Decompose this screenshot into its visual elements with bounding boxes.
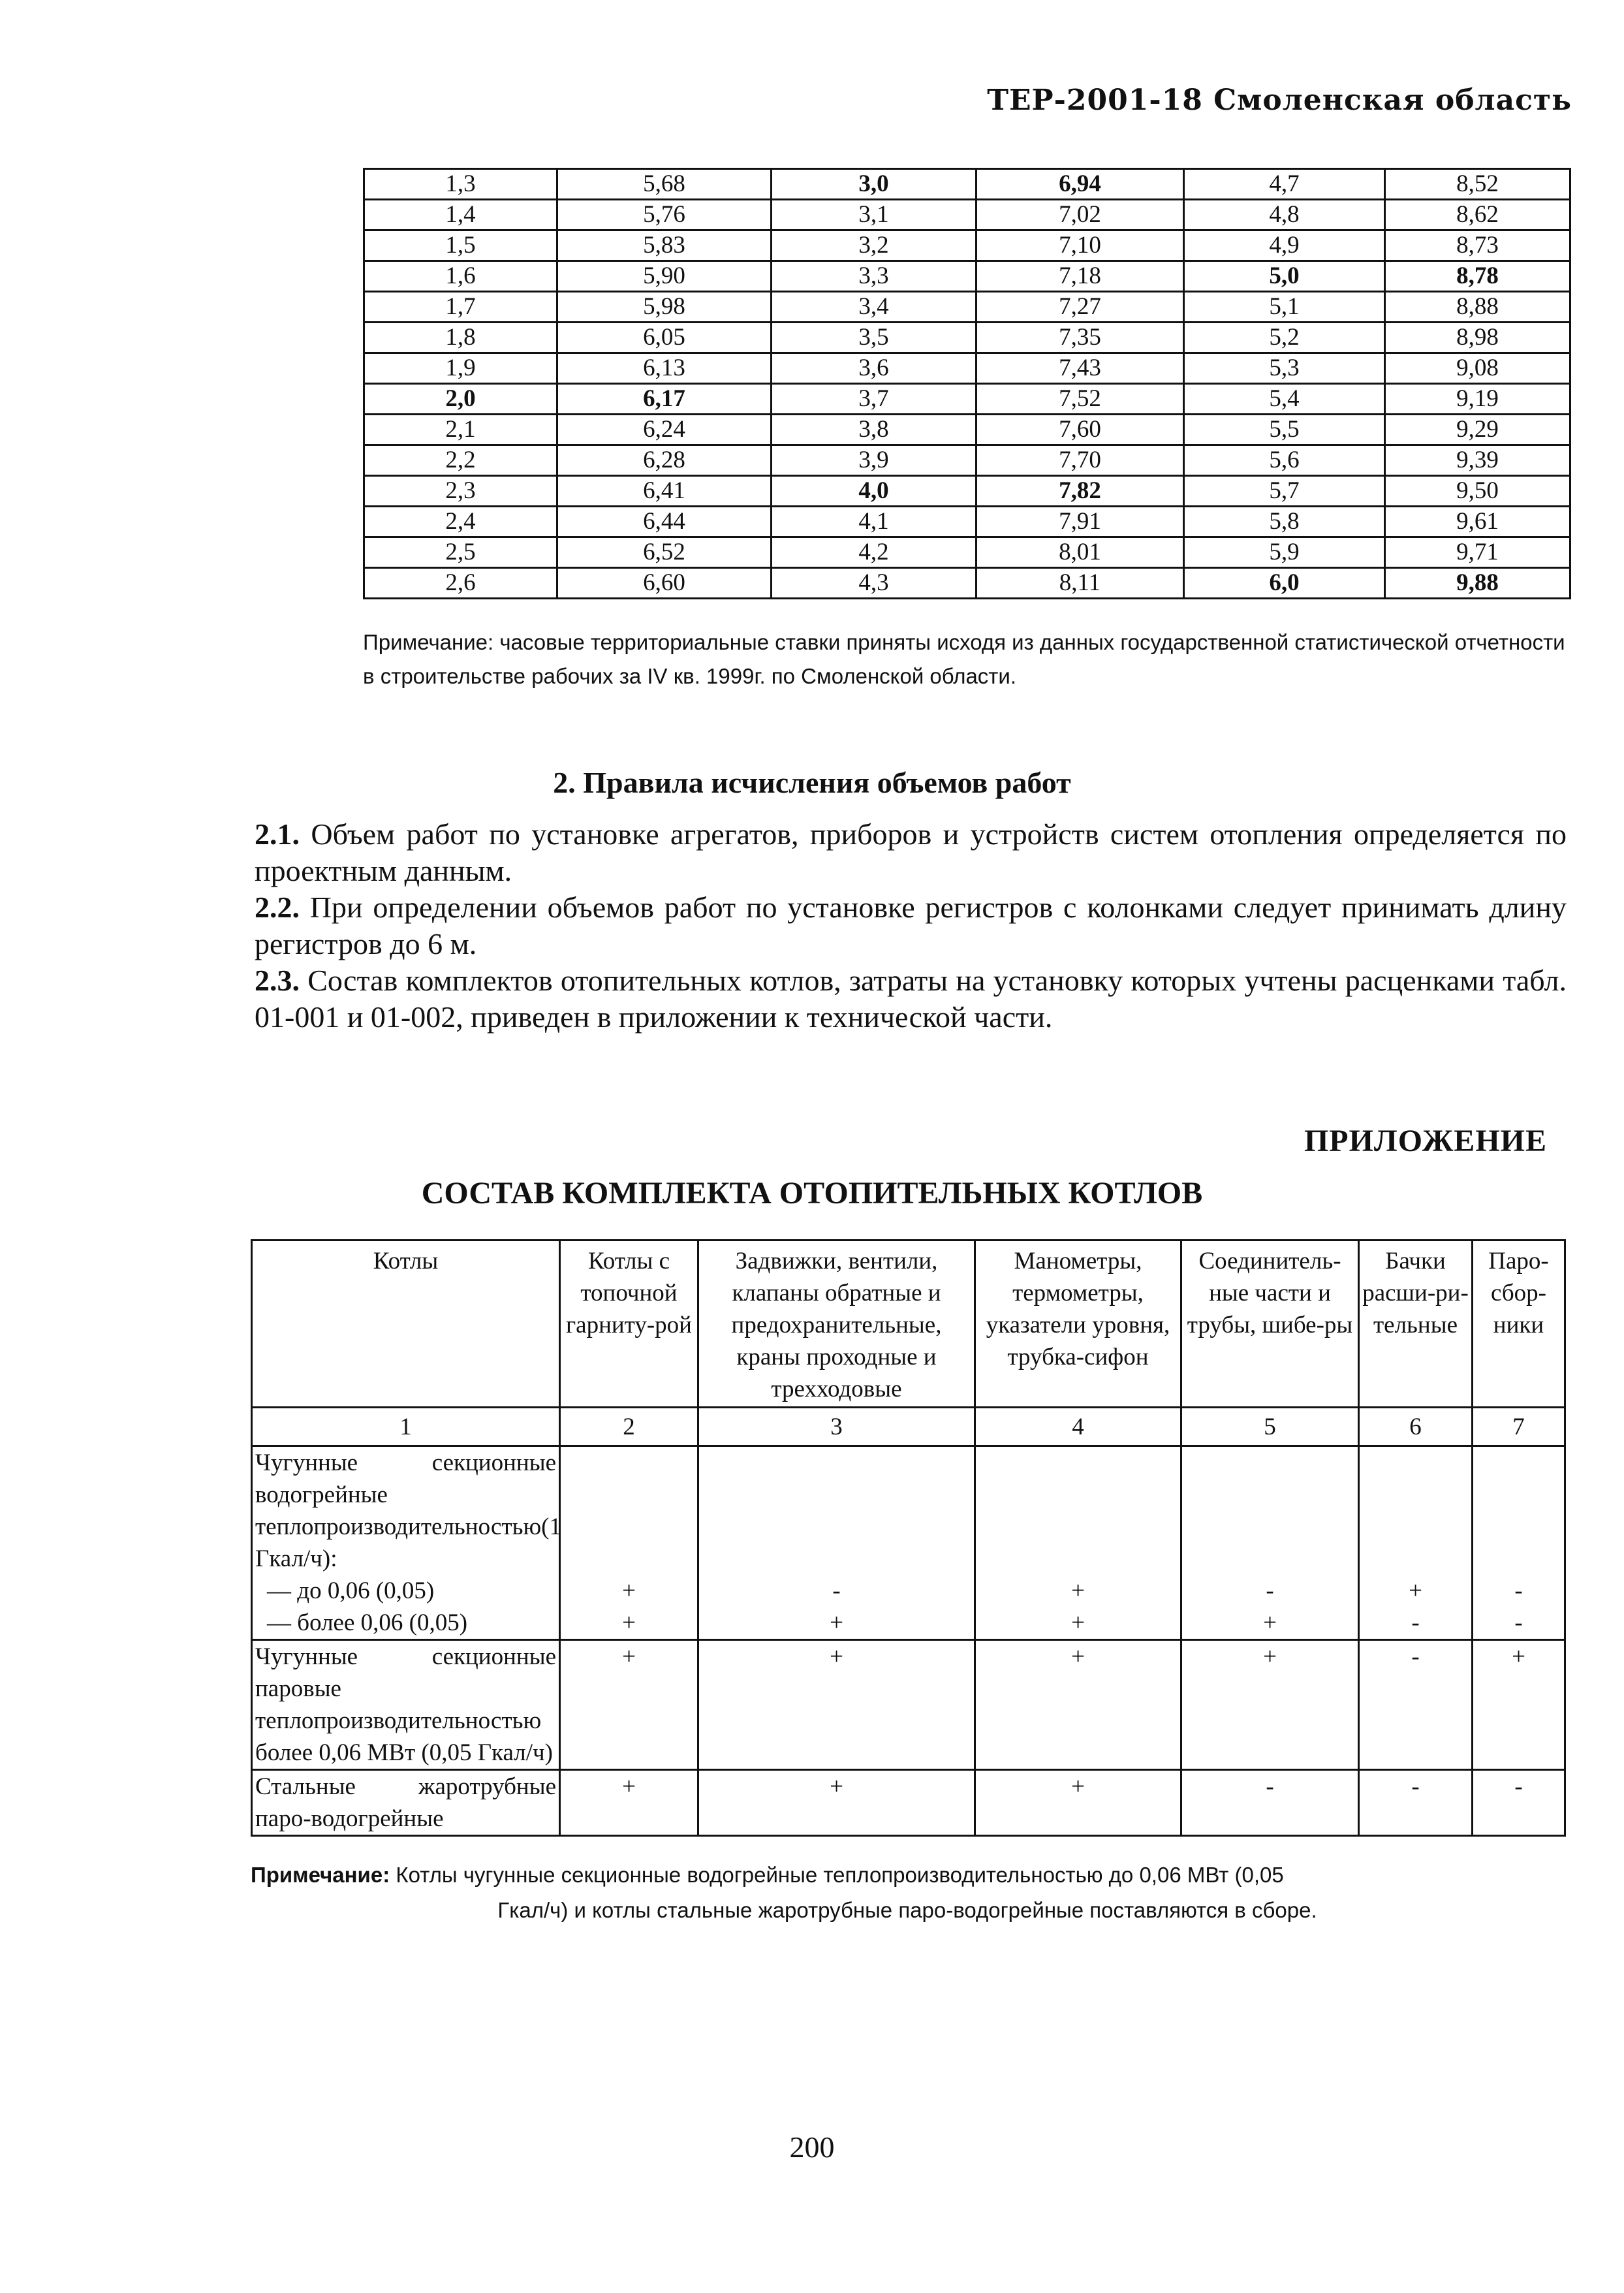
table-cell: 4,3 xyxy=(772,568,976,599)
table-cell: 5,3 xyxy=(1184,353,1385,384)
table-cell: 7,91 xyxy=(976,507,1184,537)
col-header-boilers: Котлы xyxy=(252,1241,560,1408)
table-cell: 3,6 xyxy=(772,353,976,384)
boiler-kit-table xyxy=(251,1239,1566,1837)
table-cell: 9,88 xyxy=(1385,568,1570,599)
page-header: ТЕР-2001-18 Смоленская область xyxy=(987,84,1572,117)
table-cell: 4,1 xyxy=(772,507,976,537)
mark: + xyxy=(622,1577,636,1604)
table-cell: 7,52 xyxy=(976,384,1184,415)
table-cell: 2,1 xyxy=(364,415,557,445)
mark: - xyxy=(832,1577,841,1604)
table-cell: 5,9 xyxy=(1184,537,1385,568)
table-cell: 6,05 xyxy=(557,323,772,353)
mark: + xyxy=(698,1640,975,1770)
paragraph-number: 2.2. xyxy=(255,891,300,924)
table-cell: 1,9 xyxy=(364,353,557,384)
column-number: 2 xyxy=(560,1408,698,1446)
mark: - xyxy=(1359,1770,1473,1836)
marks-cell xyxy=(698,1446,975,1640)
marks-cell xyxy=(1473,1446,1565,1640)
section-title: 2. Правила исчисления объемов работ xyxy=(553,766,1071,799)
table-cell: 7,18 xyxy=(976,261,1184,292)
mark: - xyxy=(1266,1577,1274,1604)
mark: + xyxy=(1071,1609,1085,1636)
table-cell: 3,4 xyxy=(772,292,976,323)
table-cell: 4,9 xyxy=(1184,230,1385,261)
column-number: 6 xyxy=(1359,1408,1473,1446)
column-number: 7 xyxy=(1473,1408,1565,1446)
table-cell: 6,44 xyxy=(557,507,772,537)
table-cell: 5,1 xyxy=(1184,292,1385,323)
table-row xyxy=(364,230,1570,261)
mark: - xyxy=(1359,1640,1473,1770)
column-number: 3 xyxy=(698,1408,975,1446)
table-cell: 2,6 xyxy=(364,568,557,599)
table-cell: 9,61 xyxy=(1385,507,1570,537)
appendix-note xyxy=(251,1858,1564,1928)
table-cell: 6,94 xyxy=(976,169,1184,200)
table-cell: 1,4 xyxy=(364,200,557,230)
table-cell: 9,19 xyxy=(1385,384,1570,415)
paragraph-text: Состав комплектов отопительных котлов, затраты на установку которых учтены расценками табл. 01-001 и 01-002, приведен в приложении к технической части. xyxy=(255,964,1567,1034)
hourly-rates-table xyxy=(363,168,1571,599)
table-cell: 4,0 xyxy=(772,476,976,507)
note-label: Примечание: xyxy=(251,1863,390,1887)
paragraph-number: 2.3. xyxy=(255,964,300,997)
table-cell: 2,0 xyxy=(364,384,557,415)
table-cell: 3,3 xyxy=(772,261,976,292)
table-cell: 2,3 xyxy=(364,476,557,507)
marks-cell xyxy=(975,1446,1181,1640)
table-cell: 3,0 xyxy=(772,169,976,200)
paragraph-2-3 xyxy=(255,962,1567,1036)
table-cell: 5,76 xyxy=(557,200,772,230)
table-cell: 9,39 xyxy=(1385,445,1570,476)
table-cell: 3,1 xyxy=(772,200,976,230)
table-row xyxy=(364,323,1570,353)
appendix-label: ПРИЛОЖЕНИЕ xyxy=(1304,1124,1547,1158)
col-header-valves: Задвижки, вентили, клапаны обратные и предохранительные, краны проходные и трехходовые xyxy=(698,1241,975,1408)
mark: + xyxy=(975,1640,1181,1770)
table-cell: 7,35 xyxy=(976,323,1184,353)
table-cell: 5,98 xyxy=(557,292,772,323)
table-cell: 5,5 xyxy=(1184,415,1385,445)
table-cell: 7,02 xyxy=(976,200,1184,230)
table-cell: 5,83 xyxy=(557,230,772,261)
table-cell: 8,73 xyxy=(1385,230,1570,261)
table-row xyxy=(364,568,1570,599)
table-row xyxy=(364,292,1570,323)
paragraph-text: При определении объемов работ по установке регистров с колонками следует принимать длину регистров до 6 м. xyxy=(255,891,1567,960)
col-header-expansion-tanks: Бачки расши-ри-тельные xyxy=(1359,1241,1473,1408)
table-cell: 7,82 xyxy=(976,476,1184,507)
table-cell: 9,29 xyxy=(1385,415,1570,445)
mark: + xyxy=(830,1609,843,1636)
table-cell: 8,78 xyxy=(1385,261,1570,292)
marks-cell xyxy=(560,1446,698,1640)
table-cell: 5,6 xyxy=(1184,445,1385,476)
appendix-title: СОСТАВ КОМПЛЕКТА ОТОПИТЕЛЬНЫХ КОТЛОВ xyxy=(421,1176,1203,1210)
sub-row-label: — до 0,06 (0,05) xyxy=(267,1577,435,1604)
table-cell: 5,2 xyxy=(1184,323,1385,353)
table-cell: 6,24 xyxy=(557,415,772,445)
table-cell: 3,2 xyxy=(772,230,976,261)
column-number: 4 xyxy=(975,1408,1181,1446)
note-text-line-1: Котлы чугунные секционные водогрейные теплопроизводительностью до 0,06 МВт (0,05 xyxy=(390,1863,1284,1887)
table-cell: 8,52 xyxy=(1385,169,1570,200)
col-header-boiler-with-furnace: Котлы с топочной гарниту-рой xyxy=(560,1241,698,1408)
table-cell: 8,88 xyxy=(1385,292,1570,323)
row-label-cast-iron-steam: Чугунные секционные паровые теплопроизводительностью более 0,06 МВт (0,05 Гкал/ч) xyxy=(252,1640,560,1770)
table-row xyxy=(364,537,1570,568)
table-cell: 7,60 xyxy=(976,415,1184,445)
column-number: 1 xyxy=(252,1408,560,1446)
table-cell: 6,17 xyxy=(557,384,772,415)
table-cell: 9,71 xyxy=(1385,537,1570,568)
mark: + xyxy=(560,1640,698,1770)
mark: + xyxy=(1071,1577,1085,1604)
mark: + xyxy=(1409,1577,1422,1604)
column-number: 5 xyxy=(1181,1408,1359,1446)
table-cell: 7,70 xyxy=(976,445,1184,476)
table-cell: 3,7 xyxy=(772,384,976,415)
mark: - xyxy=(1514,1609,1523,1636)
page-number: 200 xyxy=(789,2130,835,2164)
mark: + xyxy=(975,1770,1181,1836)
marks-cell xyxy=(1359,1446,1473,1640)
mark: - xyxy=(1473,1770,1565,1836)
table-cell: 8,11 xyxy=(976,568,1184,599)
mark: - xyxy=(1411,1609,1420,1636)
table-row xyxy=(364,353,1570,384)
mark: + xyxy=(1181,1640,1359,1770)
group-label: Чугунные секционные водогрейные теплопроизводительностью(1 Гкал/ч): xyxy=(255,1449,561,1572)
table-cell: 6,41 xyxy=(557,476,772,507)
col-header-gauges: Манометры, термометры, указатели уровня, трубка-сифон xyxy=(975,1241,1181,1408)
paragraph-text: Объем работ по установке агрегатов, приборов и устройств систем отопления определяется по проектным данным. xyxy=(255,817,1567,887)
table-cell: 8,98 xyxy=(1385,323,1570,353)
table-cell: 8,62 xyxy=(1385,200,1570,230)
table-cell: 1,6 xyxy=(364,261,557,292)
table-row-cast-iron-steam xyxy=(252,1640,1565,1770)
table-row xyxy=(364,415,1570,445)
col-header-steam-collectors: Паро-сбор-ники xyxy=(1473,1241,1565,1408)
paragraph-2-2 xyxy=(255,889,1567,962)
table-cell: 3,5 xyxy=(772,323,976,353)
table-cell: 5,4 xyxy=(1184,384,1385,415)
table-cell: 5,68 xyxy=(557,169,772,200)
table-cell: 5,0 xyxy=(1184,261,1385,292)
table-cell: 5,8 xyxy=(1184,507,1385,537)
row-label-steel-firetube: Стальные жаротрубные паро-водогрейные xyxy=(252,1770,560,1836)
table-cell: 6,0 xyxy=(1184,568,1385,599)
table-row-cast-iron-hot-water xyxy=(252,1446,1565,1640)
sub-row-label: — более 0,06 (0,05) xyxy=(267,1609,468,1636)
mark: - xyxy=(1181,1770,1359,1836)
table-cell: 5,90 xyxy=(557,261,772,292)
table-cell: 1,5 xyxy=(364,230,557,261)
table-cell: 6,52 xyxy=(557,537,772,568)
table-cell: 7,27 xyxy=(976,292,1184,323)
table-cell: 4,8 xyxy=(1184,200,1385,230)
table-cell: 7,43 xyxy=(976,353,1184,384)
table-row xyxy=(364,476,1570,507)
table-cell: 1,7 xyxy=(364,292,557,323)
paragraph-2-1 xyxy=(255,816,1567,889)
table-cell: 2,4 xyxy=(364,507,557,537)
table-cell: 3,8 xyxy=(772,415,976,445)
table-cell: 8,01 xyxy=(976,537,1184,568)
table-cell: 2,5 xyxy=(364,537,557,568)
row-label-cast-iron-hot-water xyxy=(252,1446,560,1640)
table-row xyxy=(364,169,1570,200)
mark: + xyxy=(560,1770,698,1836)
rates-note: Примечание: часовые территориальные ставки приняты исходя из данных государственной статистической отчетности в строительстве рабочих за IV кв. 1999г. по Смоленской области. xyxy=(363,630,1565,688)
table-cell: 4,7 xyxy=(1184,169,1385,200)
note-text-line-2: Гкал/ч) и котлы стальные жаротрубные паро-водогрейные поставляются в сборе. xyxy=(497,1898,1317,1922)
table-row xyxy=(364,384,1570,415)
mark: + xyxy=(698,1770,975,1836)
table-row xyxy=(364,507,1570,537)
mark: + xyxy=(1263,1609,1277,1636)
mark: - xyxy=(1514,1577,1523,1604)
table-cell: 3,9 xyxy=(772,445,976,476)
table-row xyxy=(364,445,1570,476)
table-cell: 7,10 xyxy=(976,230,1184,261)
col-header-fittings: Соединитель-ные части и трубы, шибе-ры xyxy=(1181,1241,1359,1408)
marks-cell xyxy=(1181,1446,1359,1640)
table-cell: 6,60 xyxy=(557,568,772,599)
table-row xyxy=(364,261,1570,292)
table-cell: 1,8 xyxy=(364,323,557,353)
table-cell: 2,2 xyxy=(364,445,557,476)
mark: + xyxy=(1473,1640,1565,1770)
table-cell: 6,13 xyxy=(557,353,772,384)
paragraph-number: 2.1. xyxy=(255,817,300,851)
table-cell: 6,28 xyxy=(557,445,772,476)
table-row-steel-firetube xyxy=(252,1770,1565,1836)
table-cell: 4,2 xyxy=(772,537,976,568)
table-cell: 9,08 xyxy=(1385,353,1570,384)
table-row xyxy=(364,200,1570,230)
mark: + xyxy=(622,1609,636,1636)
table-cell: 5,7 xyxy=(1184,476,1385,507)
table-cell: 9,50 xyxy=(1385,476,1570,507)
table-cell: 1,3 xyxy=(364,169,557,200)
